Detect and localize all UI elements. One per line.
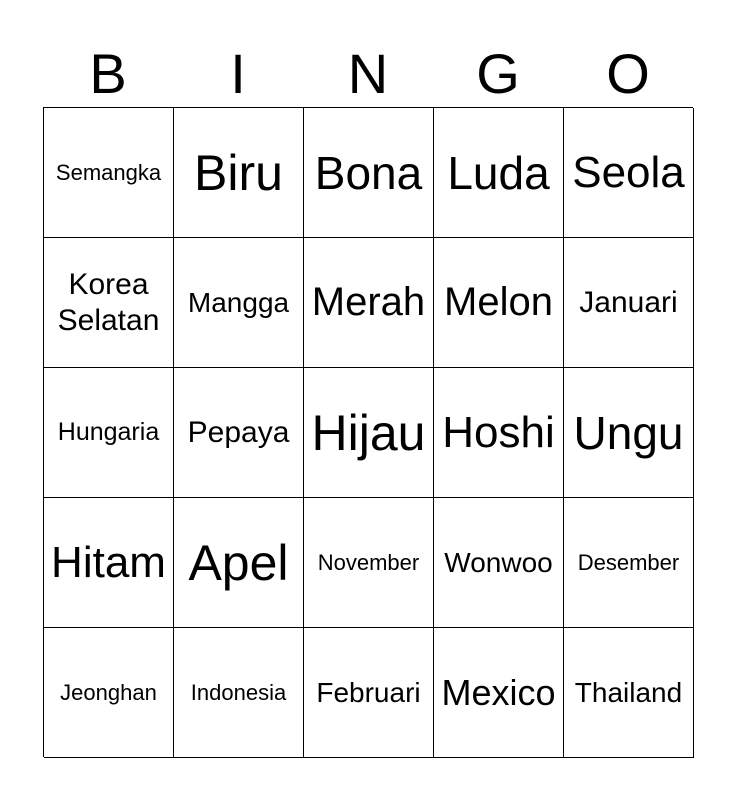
- header-letter-i: I: [230, 42, 246, 105]
- bingo-cell: November: [304, 498, 434, 628]
- bingo-cell: Korea Selatan: [44, 238, 174, 368]
- bingo-cell: Januari: [564, 238, 694, 368]
- header-letter-b: B: [89, 42, 127, 105]
- bingo-cell: Jeonghan: [44, 628, 174, 758]
- bingo-cell: Desember: [564, 498, 694, 628]
- header-letter-g: G: [476, 42, 520, 105]
- bingo-cell: Seola: [564, 108, 694, 238]
- bingo-cell: Thailand: [564, 628, 694, 758]
- bingo-header: [43, 44, 693, 104]
- bingo-cell: Februari: [304, 628, 434, 758]
- bingo-cell: Mexico: [434, 628, 564, 758]
- bingo-grid: [43, 107, 693, 757]
- bingo-cell: Bona: [304, 108, 434, 238]
- header-letter-n: N: [347, 42, 389, 105]
- bingo-cell: Hitam: [44, 498, 174, 628]
- bingo-cell: Hungaria: [44, 368, 174, 498]
- bingo-cell: Biru: [174, 108, 304, 238]
- bingo-cell: Mangga: [174, 238, 304, 368]
- bingo-cell: Ungu: [564, 368, 694, 498]
- bingo-cell: Pepaya: [174, 368, 304, 498]
- bingo-cell: Melon: [434, 238, 564, 368]
- bingo-cell: Apel: [174, 498, 304, 628]
- bingo-cell: Indonesia: [174, 628, 304, 758]
- bingo-cell: Luda: [434, 108, 564, 238]
- bingo-cell: Wonwoo: [434, 498, 564, 628]
- bingo-cell: Hoshi: [434, 368, 564, 498]
- header-letter-o: O: [606, 42, 650, 105]
- bingo-cell: Merah: [304, 238, 434, 368]
- bingo-cell: Hijau: [304, 368, 434, 498]
- bingo-cell: Semangka: [44, 108, 174, 238]
